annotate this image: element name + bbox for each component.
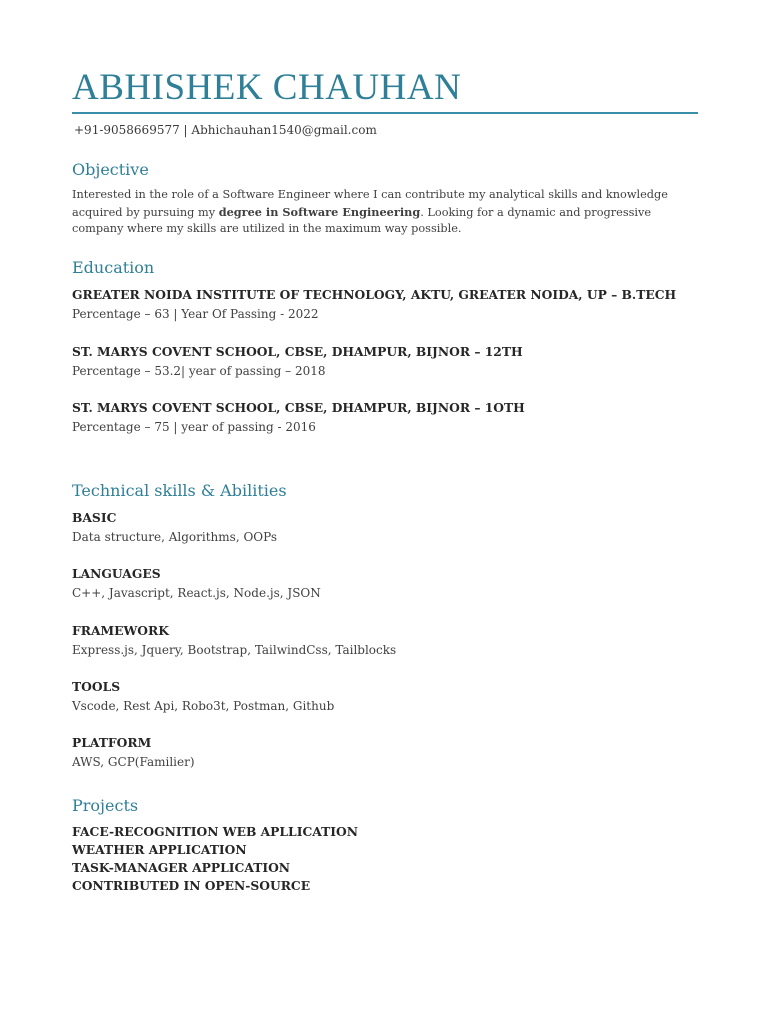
skill-group-detail: Vscode, Rest Api, Robo3t, Postman, Github [72,699,335,713]
education-title: ST. MARYS COVENT SCHOOL, CBSE, DHAMPUR, BIJNOR – 12TH [72,344,523,359]
objective-text [72,187,698,238]
project-item: FACE-RECOGNITION WEB APLLICATION [72,824,358,839]
objective-heading: Objective [72,160,149,179]
skill-group-title: TOOLS [72,679,121,694]
candidate-name: ABHISHEK CHAUHAN [72,67,462,108]
objective-text-bold: degree in Software Engineering [218,204,421,219]
skill-group-detail: Data structure, Algorithms, OOPs [72,530,278,544]
skills-heading: Technical skills & Abilities [72,481,287,500]
project-item: CONTRIBUTED IN OPEN-SOURCE [72,878,311,893]
skill-group-detail: C++, Javascript, React.js, Node.js, JSON [72,586,321,600]
project-item: WEATHER APPLICATION [72,842,247,857]
skill-group-title: FRAMEWORK [72,623,169,638]
objective-text-part: Interested in the role of a Software Engineer where I can contribute my analytical skills and knowledge acquired by pursuing my [72,188,668,219]
projects-heading: Projects [72,796,139,815]
skill-group-title: BASIC [72,510,117,525]
skill-group-detail: AWS, GCP(Familier) [72,755,195,769]
header-divider [72,112,698,114]
education-title: GREATER NOIDA INSTITUTE OF TECHNOLOGY, AKTU, GREATER NOIDA, UP – B.TECH [72,287,677,302]
education-heading: Education [72,258,155,277]
education-detail: Percentage – 75 | year of passing - 2016 [72,420,316,434]
objective-text-part: . Looking for a dynamic and progressive company where my skills are utilized in the maximum way possible. [72,205,652,236]
skill-group-title: PLATFORM [72,735,152,750]
projects-list [72,823,358,895]
education-title: ST. MARYS COVENT SCHOOL, CBSE, DHAMPUR, BIJNOR – 1OTH [72,400,525,415]
skill-group-title: LANGUAGES [72,566,161,581]
contact-line: +91-9058669577 | Abhichauhan1540@gmail.com [74,123,377,137]
education-detail: Percentage – 63 | Year Of Passing - 2022 [72,307,319,321]
skill-group-detail: Express.js, Jquery, Bootstrap, TailwindCss, Tailblocks [72,643,397,657]
education-detail: Percentage – 53.2| year of passing – 2018 [72,364,326,378]
project-item: TASK-MANAGER APPLICATION [72,860,291,875]
